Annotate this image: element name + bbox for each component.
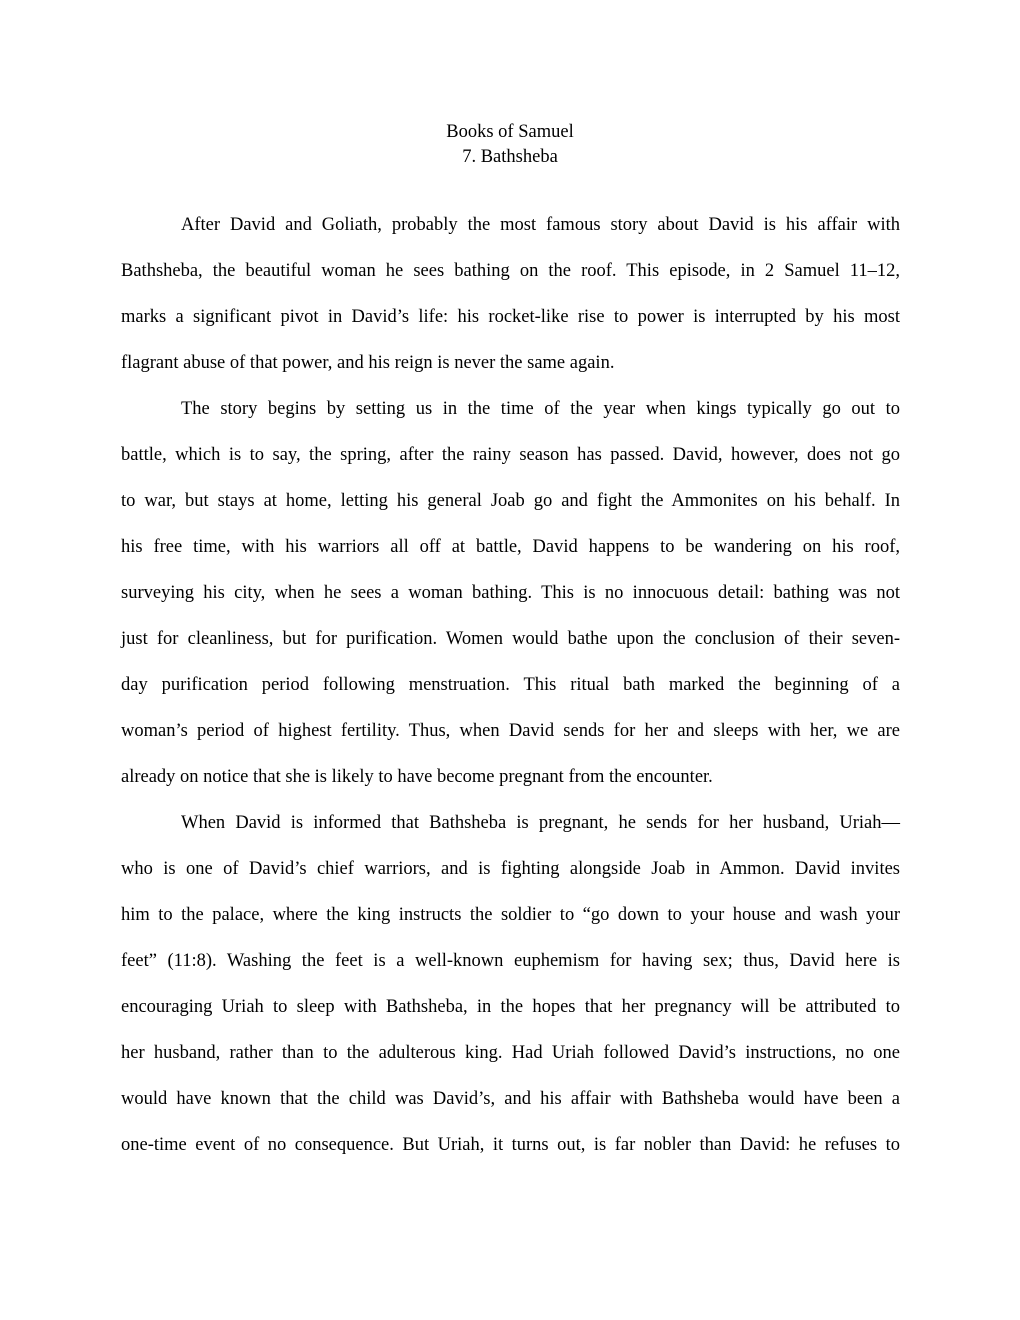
text-line: would have known that the child was David’s, and his affair with Bathsheba would have been a xyxy=(121,1089,900,1109)
text-line: day purification period following menstruation. This ritual bath marked the beginning of a xyxy=(121,675,900,695)
chapter-subtitle: 7. Bathsheba xyxy=(462,147,558,167)
document-title: Books of Samuel xyxy=(446,122,574,142)
text-line: The story begins by setting us in the time of the year when kings typically go out to xyxy=(181,399,900,419)
body-text xyxy=(121,211,900,1177)
text-line: woman’s period of highest fertility. Thus, when David sends for her and sleeps with her, we are xyxy=(121,721,900,741)
title-block xyxy=(0,120,1020,170)
text-line: to war, but stays at home, letting his general Joab go and fight the Ammonites on his behalf. In xyxy=(121,491,900,511)
text-line: flagrant abuse of that power, and his reign is never the same again. xyxy=(121,353,615,373)
text-line: him to the palace, where the king instructs the soldier to “go down to your house and wash your xyxy=(121,905,900,925)
text-line: his free time, with his warriors all off at battle, David happens to be wandering on his roof, xyxy=(121,537,900,557)
text-line: her husband, rather than to the adulterous king. Had Uriah followed David’s instructions, no one xyxy=(121,1043,900,1063)
text-line: encouraging Uriah to sleep with Bathsheba, in the hopes that her pregnancy will be attributed to xyxy=(121,997,900,1017)
text-line: Bathsheba, the beautiful woman he sees bathing on the roof. This episode, in 2 Samuel 11–12, xyxy=(121,261,900,281)
text-line: one-time event of no consequence. But Uriah, it turns out, is far nobler than David: he refuses to xyxy=(121,1135,900,1155)
text-line: battle, which is to say, the spring, after the rainy season has passed. David, however, does not go xyxy=(121,445,900,465)
text-line: just for cleanliness, but for purification. Women would bathe upon the conclusion of their seven- xyxy=(121,629,900,649)
text-line: who is one of David’s chief warriors, and is fighting alongside Joab in Ammon. David invites xyxy=(121,859,900,879)
text-line: After David and Goliath, probably the most famous story about David is his affair with xyxy=(181,215,900,235)
text-line: feet” (11:8). Washing the feet is a well-known euphemism for having sex; thus, David here is xyxy=(121,951,900,971)
text-line: marks a significant pivot in David’s life: his rocket-like rise to power is interrupted by his most xyxy=(121,307,900,327)
text-line: already on notice that she is likely to have become pregnant from the encounter. xyxy=(121,767,713,787)
text-line: surveying his city, when he sees a woman bathing. This is no innocuous detail: bathing was not xyxy=(121,583,900,603)
text-line: When David is informed that Bathsheba is pregnant, he sends for her husband, Uriah— xyxy=(181,813,900,833)
